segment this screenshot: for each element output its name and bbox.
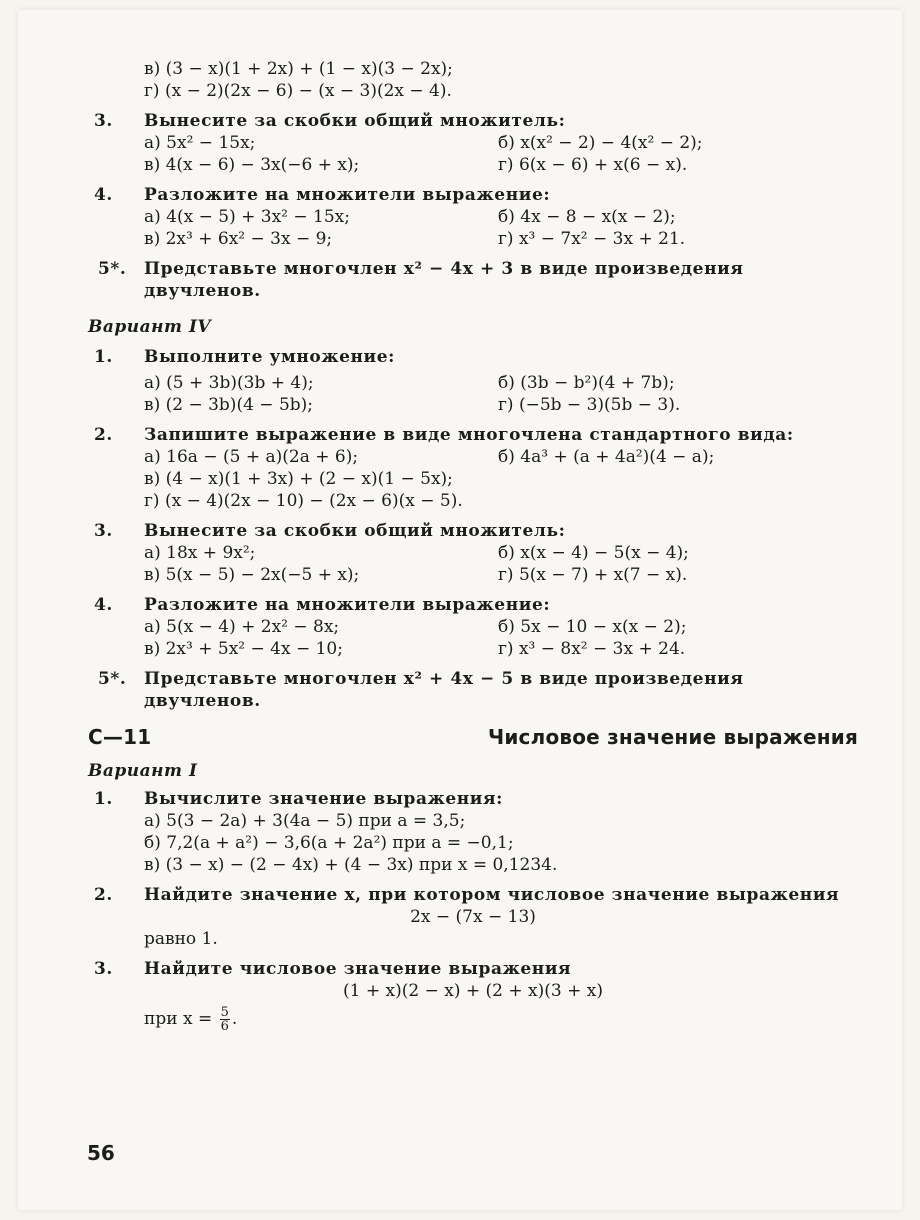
task-heading <box>88 668 858 712</box>
variant-title: Вариант IV <box>88 317 212 337</box>
answer-row <box>88 228 858 250</box>
task-heading <box>88 958 858 980</box>
list-item: б) 5x − 10 − x(x − 2); <box>498 617 687 637</box>
answer-row <box>88 542 858 564</box>
section-code: С—11 <box>88 725 152 749</box>
task-text: Разложите на множители выражение: <box>144 185 551 205</box>
list-item: в) (2 − 3b)(4 − 5b); <box>144 395 313 415</box>
list-item: г) x³ − 8x² − 3x + 24. <box>498 639 686 659</box>
task-tail: равно 1. <box>144 929 218 949</box>
fraction-denominator: 6 <box>220 1019 229 1034</box>
task-heading <box>88 424 858 446</box>
task-heading <box>88 884 858 906</box>
list-item: в) (4 − x)(1 + 3x) + (2 − x)(1 − 5x); <box>144 469 453 489</box>
task-heading <box>88 788 858 810</box>
task-number: 3. <box>94 111 113 131</box>
answer-row <box>88 564 858 586</box>
list-item: в) (3 − x)(1 + 2x) + (1 − x)(3 − 2x); <box>144 59 453 79</box>
list-item: в) 5(x − 5) − 2x(−5 + x); <box>144 565 360 585</box>
list-item: г) x³ − 7x² − 3x + 21. <box>498 229 686 249</box>
task-text: Найдите значение x, при котором числовое значение выражения <box>144 885 840 905</box>
list-item: б) 7,2(a + a²) − 3,6(a + 2a²) при a = −0,1; <box>144 833 514 853</box>
answer-row <box>88 616 858 638</box>
answer-row <box>88 446 858 468</box>
list-item: а) 5x² − 15x; <box>144 133 256 153</box>
condition-end: . <box>231 1009 238 1029</box>
task-text: Представьте многочлен x² − 4x + 3 в виде произведения двучленов. <box>144 259 744 301</box>
section-title: Числовое значение выражения <box>487 725 858 749</box>
fraction <box>220 1006 230 1033</box>
task-condition <box>88 1002 858 1036</box>
list-item: б) 4a³ + (a + 4a²)(4 − a); <box>498 447 715 467</box>
task-heading <box>88 346 858 368</box>
task-number: 2. <box>94 425 113 445</box>
answer-row <box>88 638 858 660</box>
list-item: а) 5(3 − 2a) + 3(4a − 5) при a = 3,5; <box>144 811 466 831</box>
variant-title: Вариант I <box>88 761 198 781</box>
task-number: 4. <box>94 185 113 205</box>
condition-text: при x = <box>144 1009 213 1029</box>
answer-row <box>88 372 858 394</box>
answer-row <box>88 154 858 176</box>
list-item: а) 5(x − 4) + 2x² − 8x; <box>144 617 340 637</box>
task-text: Найдите числовое значение выражения <box>144 959 572 979</box>
task-heading <box>88 258 858 302</box>
task-number: 2. <box>94 885 113 905</box>
list-item: б) (3b − b²)(4 + 7b); <box>498 373 675 393</box>
expression: 2x − (7x − 13) <box>410 907 536 927</box>
list-item: в) 2x³ + 5x² − 4x − 10; <box>144 639 343 659</box>
answer-row <box>88 394 858 416</box>
task-text: Разложите на множители выражение: <box>144 595 551 615</box>
task-number: 1. <box>94 347 113 367</box>
list-item: г) 5(x − 7) + x(7 − x). <box>498 565 688 585</box>
task-text: Представьте многочлен x² + 4x − 5 в виде произведения двучленов. <box>144 669 744 711</box>
list-item: в) 4(x − 6) − 3x(−6 + x); <box>144 155 360 175</box>
expression: (1 + x)(2 − x) + (2 + x)(3 + x) <box>343 981 603 1001</box>
list-item: г) 6(x − 6) + x(6 − x). <box>498 155 688 175</box>
list-item: б) x(x² − 2) − 4(x² − 2); <box>498 133 703 153</box>
task-number: 1. <box>94 789 113 809</box>
task-text: Вынесите за скобки общий множитель: <box>144 521 566 541</box>
fraction-numerator: 5 <box>220 1005 229 1020</box>
task-heading <box>88 594 858 616</box>
list-item: г) (x − 2)(2x − 6) − (x − 3)(2x − 4). <box>144 81 452 101</box>
section-header <box>88 726 858 754</box>
task-text: Запишите выражение в виде многочлена стандартного вида: <box>144 425 794 445</box>
task-text: Выполните умножение: <box>144 347 396 367</box>
page-content <box>88 58 858 1036</box>
list-item: г) (x − 4)(2x − 10) − (2x − 6)(x − 5). <box>144 491 463 511</box>
answer-row <box>88 132 858 154</box>
task-number: 3. <box>94 521 113 541</box>
task-number: 5*. <box>98 259 127 279</box>
task-number: 5*. <box>98 669 127 689</box>
list-item: а) 18x + 9x²; <box>144 543 256 563</box>
task-heading <box>88 110 858 132</box>
list-item: в) 2x³ + 6x² − 3x − 9; <box>144 229 333 249</box>
list-item: в) (3 − x) − (2 − 4x) + (4 − 3x) при x = 0,1234. <box>144 855 558 875</box>
list-item: б) 4x − 8 − x(x − 2); <box>498 207 676 227</box>
list-item: г) (−5b − 3)(5b − 3). <box>498 395 681 415</box>
task-heading <box>88 184 858 206</box>
task-text: Вынесите за скобки общий множитель: <box>144 111 566 131</box>
list-item: а) (5 + 3b)(3b + 4); <box>144 373 314 393</box>
task-text: Вычислите значение выражения: <box>144 789 504 809</box>
task-heading <box>88 520 858 542</box>
list-item: б) x(x − 4) − 5(x − 4); <box>498 543 689 563</box>
list-item: а) 4(x − 5) + 3x² − 15x; <box>144 207 350 227</box>
page-number: 56 <box>87 1141 115 1165</box>
list-item: а) 16a − (5 + a)(2a + 6); <box>144 447 359 467</box>
answer-row <box>88 206 858 228</box>
task-number: 4. <box>94 595 113 615</box>
task-number: 3. <box>94 959 113 979</box>
